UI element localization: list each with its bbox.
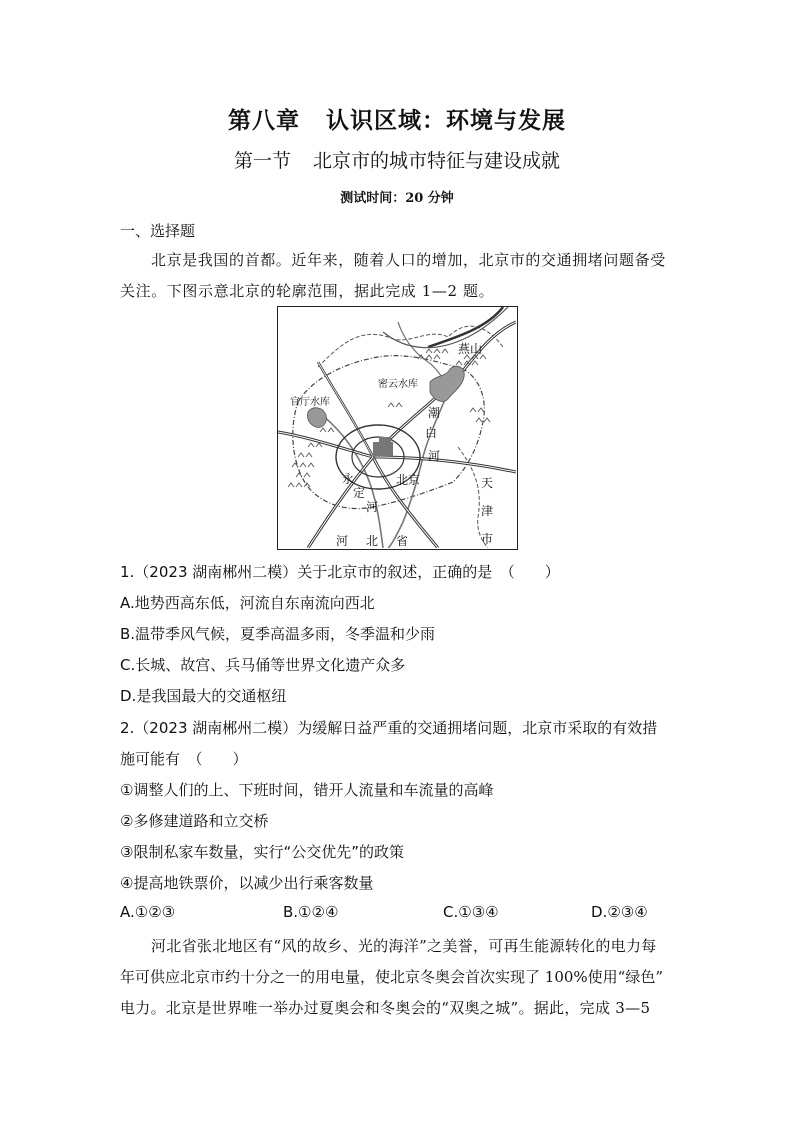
- intro-line-1: 北京是我国的首都。近年来，随着人口的增加，北京市的交通拥堵问题备受: [151, 251, 666, 269]
- label-hebei-sheng: 省: [396, 534, 409, 548]
- label-shi: 市: [481, 532, 494, 546]
- beijing-map: [277, 306, 518, 550]
- chapter-heading: [0, 102, 794, 135]
- test-time: 测试时间：20 分钟: [340, 191, 454, 206]
- label-he1: 河: [428, 449, 441, 463]
- q1-option-d: D.是我国最大的交通枢纽: [120, 687, 287, 705]
- section-number: 第一节: [233, 150, 291, 172]
- label-jin: 津: [481, 504, 494, 518]
- label-he2: 河: [366, 500, 379, 514]
- label-guanting: 官厅水库: [290, 397, 330, 408]
- railway-east-inner: [373, 457, 516, 472]
- passage2-line-1: 河北省张北地区有“风的故乡、光的海洋”之美誉，可再生能源转化的电力每: [151, 937, 657, 955]
- label-tian: 天: [481, 476, 494, 490]
- q1-option-b: B.温带季风气候，夏季高温多雨，冬季温和少雨: [120, 625, 436, 643]
- label-hebei-bei: 北: [366, 534, 379, 548]
- part-title: 一、选择题: [120, 222, 196, 240]
- section-heading: [0, 146, 794, 173]
- q1-stem: 1.（2023 湖南郴州二模）关于北京市的叙述，正确的是 （ ）: [120, 563, 560, 581]
- q2-item-1: ①调整人们的上、下班时间，错开人流量和车流量的高峰: [120, 781, 494, 799]
- q1-option-a: A.地势西高东低，河流自东南流向西北: [120, 594, 375, 612]
- label-chao: 潮: [428, 406, 441, 420]
- q2-option-c: C.①③④: [443, 903, 499, 921]
- q2-item-2: ②多修建道路和立交桥: [120, 812, 269, 830]
- passage2-line-3: 电力。北京是世界唯一举办过夏奥会和冬奥会的“双奥之城”。据此，完成 3—5: [120, 999, 651, 1017]
- label-miyun: 密云水库: [378, 379, 418, 390]
- q2-item-4: ④提高地铁票价，以减少出行乘客数量: [120, 874, 374, 892]
- label-yong: 永: [342, 472, 355, 486]
- q2-stem-line-2: 施可能有 （ ）: [120, 750, 248, 768]
- section-title: 北京市的城市特征与建设成就: [313, 150, 561, 172]
- label-ding: 定: [353, 486, 366, 500]
- q1-option-c: C.长城、故宫、兵马俑等世界文化遗产众多: [120, 656, 406, 674]
- q2-stem-line-1: 2.（2023 湖南郴州二模）为缓解日益严重的交通拥堵问题，北京市采取的有效措: [120, 719, 658, 737]
- q2-option-b: B.①②④: [283, 903, 339, 921]
- chapter-number: 第八章: [228, 108, 300, 134]
- q2-item-3: ③限制私家车数量，实行“公交优先”的政策: [120, 843, 404, 861]
- chapter-title: 认识区域：环境与发展: [326, 108, 566, 134]
- label-yanshan: 燕山: [458, 342, 483, 356]
- label-hebei-he: 河: [336, 534, 349, 548]
- q2-option-a: A.①②③: [120, 903, 176, 921]
- beijing-urban-area: [373, 442, 393, 456]
- railway-east: [373, 457, 516, 472]
- label-beijing: 北京: [396, 473, 421, 487]
- miyun-reservoir: [430, 366, 464, 401]
- intro-line-2: 关注。下图示意北京的轮廓范围，据此完成 1—2 题。: [120, 282, 495, 300]
- q2-option-d: D.②③④: [591, 903, 648, 921]
- passage2-line-2: 年可供应北京市约十分之一的用电量，使北京冬奥会首次实现了 100%使用“绿色”: [120, 968, 663, 986]
- guanting-reservoir: [307, 408, 326, 428]
- beijing-urban-area-ext: [379, 437, 391, 443]
- label-bai: 白: [425, 426, 438, 440]
